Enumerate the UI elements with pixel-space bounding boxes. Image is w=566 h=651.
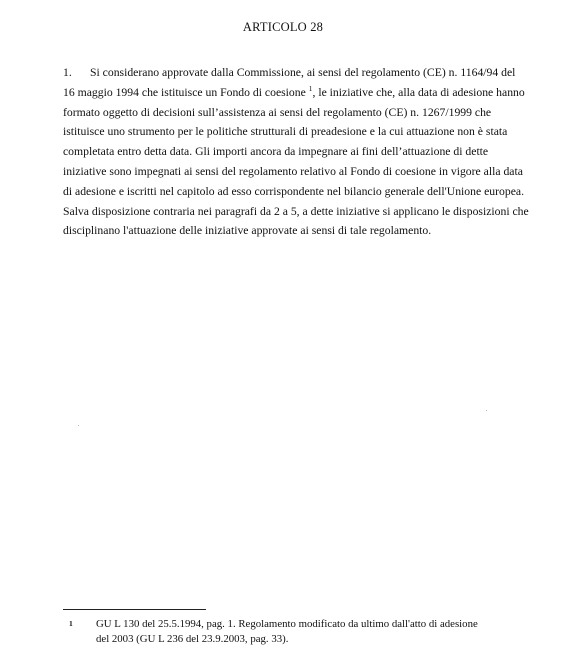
paragraph-line: iniziative sono impegnati ai sensi del regolamento relativo al Fondo di coesione in vigore alla data	[63, 164, 523, 178]
paragraph-line-text: 16 maggio 1994 che istituisce un Fondo di coesione	[63, 85, 306, 99]
paragraph-line	[63, 83, 533, 103]
paragraph-line: Salva disposizione contraria nei paragrafi da 2 a 5, a dette iniziative si applicano le disposizioni che	[63, 204, 529, 218]
paragraph-number: 1.	[63, 66, 72, 79]
footnote-line: GU L 130 del 25.5.1994, pag. 1. Regolamento modificato da ultimo dall'atto di adesione	[96, 618, 478, 630]
paragraph-line	[63, 63, 533, 83]
article-paragraph-1	[63, 63, 533, 241]
paragraph-line-text: , le iniziative che, alla data di adesione hanno	[312, 85, 525, 99]
paragraph-line: istituisce uno strumento per le politiche strutturali di preadesione e la cui attuazione non è stata	[63, 125, 508, 139]
paragraph-line-text: Si considerano approvate dalla Commissione, ai sensi del regolamento (CE) n. 1164/94 del	[90, 66, 516, 79]
footnote-mark: 1	[69, 619, 73, 628]
scan-speck	[486, 410, 487, 411]
paragraph-line: completata entro detta data. Gli importi ancora da impegnare ai fini dell’attuazione di dette	[63, 145, 489, 159]
paragraph-line: disciplinano l'attuazione delle iniziative approvate ai sensi di tale regolamento.	[63, 224, 432, 238]
footnote-separator	[63, 609, 206, 610]
paragraph-line: formato oggetto di decisioni sull’assistenza ai sensi del regolamento (CE) n. 1267/1999 che	[63, 105, 492, 119]
paragraph-line: di adesione e iscritti nel capitolo ad esso corrispondente nel bilancio generale dell'Unione europea.	[63, 184, 524, 198]
article-heading: ARTICOLO 28	[242, 20, 324, 34]
scan-speck	[78, 425, 79, 426]
footnote	[63, 617, 533, 647]
footnote-line: del 2003 (GU L 236 del 23.9.2003, pag. 33).	[96, 633, 289, 645]
footnote-text	[96, 617, 533, 647]
footnote-reference[interactable]: 1	[308, 83, 313, 93]
